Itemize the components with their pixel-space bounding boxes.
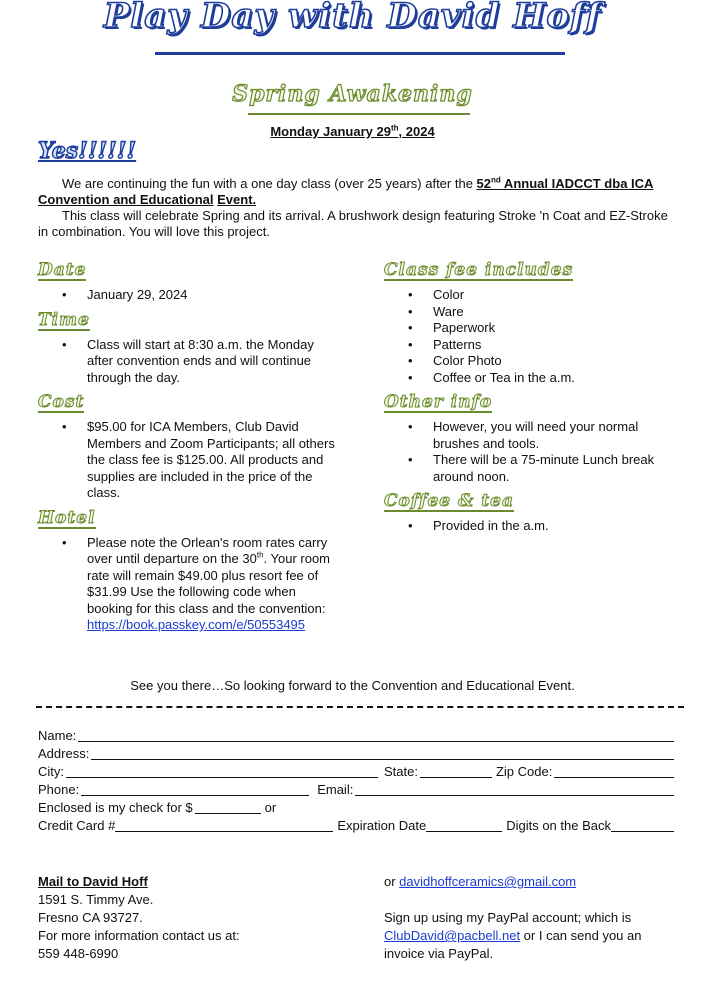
form-row-name xyxy=(38,727,678,745)
check-amount-field[interactable] xyxy=(195,801,261,814)
card-label: Credit Card # xyxy=(38,818,116,833)
list-item: • Class will start at 8:30 a.m. the Monday after convention ends and will continue through the day. xyxy=(62,337,338,387)
list-item: • There will be a 75-minute Lunch break around noon. xyxy=(408,452,684,485)
contact-block xyxy=(384,873,684,963)
zip-field[interactable] xyxy=(554,765,674,778)
address-label: Address: xyxy=(38,746,90,761)
passkey-link[interactable]: https://book.passkey.com/e/50553495 xyxy=(87,617,306,632)
intro-paragraph-1: We are continuing the fun with a one day class (over 25 years) after the 52nd Annual IADCCT dba ICA Convention and Educational Event. xyxy=(38,175,654,207)
event-date: Monday January 29th, 2024 xyxy=(270,123,435,139)
title-underline xyxy=(155,52,565,55)
name-label: Name: xyxy=(38,728,77,743)
closing-line: See you there…So looking forward to the Convention and Educational Event. xyxy=(130,678,575,693)
class-fee-heading: Class fee includes xyxy=(384,260,574,280)
subtitle-underline xyxy=(248,113,470,115)
list-item: • Color xyxy=(408,287,684,304)
list-item: • However, you will need your normal brushes and tools. xyxy=(408,419,684,452)
intro-text xyxy=(38,176,668,240)
zip-label: Zip Code: xyxy=(495,764,553,779)
check-label: Enclosed is my check for $ xyxy=(38,800,193,815)
mail-line-2: Fresno CA 93727. xyxy=(38,910,143,925)
list-item: • $95.00 for ICA Members, Club David Members and Zoom Participants; all others the class fee is $125.00. All products and supplies are included in the price of the class. xyxy=(62,419,338,502)
list-item: • Provided in the a.m. xyxy=(408,518,684,535)
paypal-info: Sign up using my PayPal account; which is ClubDavid@pacbell.net or I can send you an invoice via PayPal. xyxy=(384,910,642,961)
intro-paragraph-2: This class will celebrate Spring and its arrival. A brushwork design featuring Stroke 'n Coat and EZ-Stroke in combination. You will love this project. xyxy=(38,208,668,239)
mail-line-4: 559 448-6990 xyxy=(38,946,119,961)
right-column xyxy=(384,262,684,543)
form-row-card xyxy=(38,817,678,835)
date-list xyxy=(62,287,338,304)
phone-field[interactable] xyxy=(81,783,309,796)
left-column xyxy=(38,262,338,642)
convention-name: 52nd Annual IADCCT dba ICA Convention and Educational xyxy=(38,175,654,207)
cost-list xyxy=(62,419,338,502)
time-list xyxy=(62,337,338,387)
list-item: • Paperwork xyxy=(408,320,684,337)
hotel-list xyxy=(62,535,338,634)
address-field[interactable] xyxy=(91,747,674,760)
mail-line-1: 1591 S. Timmy Ave. xyxy=(38,892,154,907)
digits-label: Digits on the Back xyxy=(506,818,611,833)
list-item: • Patterns xyxy=(408,337,684,354)
phone-label: Phone: xyxy=(38,782,80,797)
list-item: • January 29, 2024 xyxy=(62,287,338,304)
card-number-field[interactable] xyxy=(115,819,333,832)
form-row-phone xyxy=(38,781,678,799)
form-row-check xyxy=(38,799,678,817)
date-heading: Date xyxy=(38,260,87,280)
name-field[interactable] xyxy=(78,729,674,742)
email-contact: or davidhoffceramics@gmail.com xyxy=(384,874,577,889)
mail-line-3: For more information contact us at: xyxy=(38,928,240,943)
cut-line xyxy=(36,706,684,708)
list-item: • Ware xyxy=(408,304,684,321)
email-link[interactable]: davidhoffceramics@gmail.com xyxy=(399,874,577,889)
page-subtitle: Spring Awakening xyxy=(232,81,473,107)
other-info-list xyxy=(408,419,684,485)
coffee-tea-list xyxy=(408,518,684,535)
list-item: • Coffee or Tea in the a.m. xyxy=(408,370,684,387)
mail-heading: Mail to David Hoff xyxy=(38,874,148,889)
yes-heading: Yes!!!!!! xyxy=(38,138,137,164)
digits-field[interactable] xyxy=(611,819,674,832)
state-field[interactable] xyxy=(420,765,492,778)
list-item: • Color Photo xyxy=(408,353,684,370)
city-label: City: xyxy=(38,764,64,779)
form-row-address xyxy=(38,745,678,763)
expiration-label: Expiration Date xyxy=(337,818,427,833)
list-item: • Please note the Orlean's room rates carry over until departure on the 30th. Your room rate will remain $49.00 plus resort fee of $31.99 Use the following code when booking for this class and the convention: https://book.passkey.com/e/50553495 xyxy=(62,535,338,634)
expiration-field[interactable] xyxy=(426,819,502,832)
email-field[interactable] xyxy=(355,783,674,796)
state-label: State: xyxy=(384,764,418,779)
email-label: Email: xyxy=(317,782,354,797)
form-row-city xyxy=(38,763,678,781)
class-fee-list xyxy=(408,287,684,386)
registration-form xyxy=(38,727,678,835)
time-heading: Time xyxy=(38,309,90,330)
other-info-heading: Other info xyxy=(384,392,493,412)
coffee-tea-heading: Coffee & tea xyxy=(384,491,514,511)
spacer xyxy=(384,891,684,909)
mail-block xyxy=(38,873,338,963)
hotel-heading: Hotel xyxy=(38,507,96,528)
city-field[interactable] xyxy=(66,765,378,778)
page-title: Play Day with David Hoff xyxy=(103,0,602,36)
cost-heading: Cost xyxy=(38,392,85,412)
paypal-email-link[interactable]: ClubDavid@pacbell.net xyxy=(384,928,521,943)
or-label: or xyxy=(264,800,277,815)
